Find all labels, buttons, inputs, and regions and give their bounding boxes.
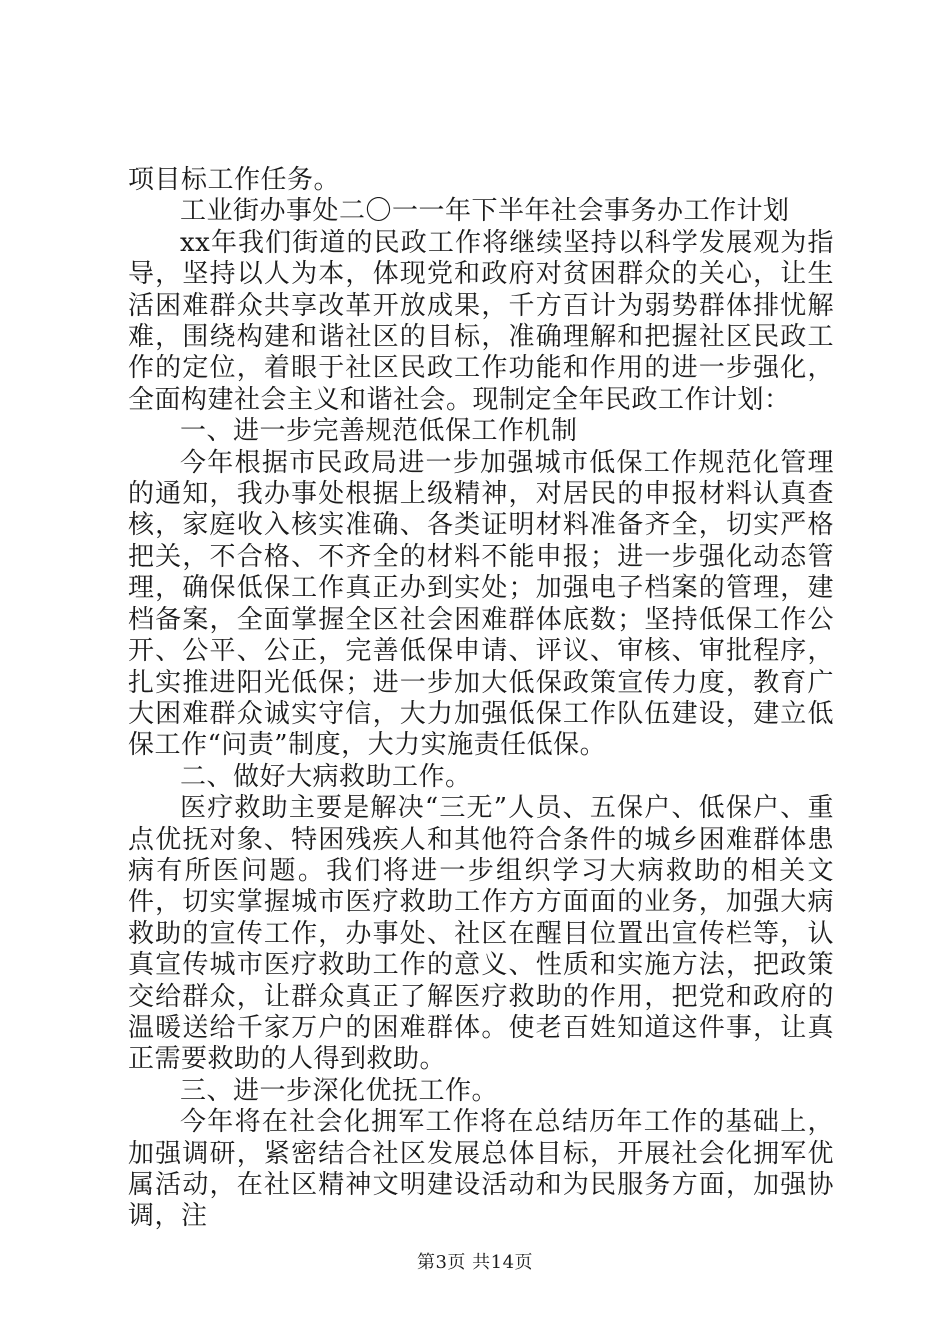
- document-body: [128, 165, 834, 1233]
- paragraph-section-3: 今年将在社会化拥军工作将在总结历年工作的基础上，加强调研，紧密结合社区发展总体目标，开展社会化拥军优属活动，在社区精神文明建设活动和为民服务方面，加强协调，注: [128, 1107, 834, 1232]
- section-heading-2: 二、做好大病救助工作。: [180, 761, 472, 792]
- paragraph-intro: xx年我们街道的民政工作将继续坚持以科学发展观为指导，坚持以人为本，体现党和政府对贫困群众的关心，让生活困难群众共享改革开放成果，千方百计为弱势群体排忧解难，围绕构建和谐社区的目标，准确理解和把握社区民政工作的定位，着眼于社区民政工作功能和作用的进一步强化，全面构建社会主义和谐社会。现制定全年民政工作计划：: [128, 227, 834, 415]
- section-heading-1: 一、进一步完善规范低保工作机制: [180, 416, 578, 447]
- page-footer: 第3页 共14页: [416, 1252, 534, 1273]
- document-title: 工业街办事处二〇一一年下半年社会事务办工作计划: [180, 196, 790, 227]
- paragraph-continuation: 项目标工作任务。: [128, 165, 341, 195]
- section-heading-3: 三、进一步深化优抚工作。: [180, 1075, 499, 1106]
- paragraph-section-2: 医疗救助主要是解决“三无”人员、五保户、低保户、重点优抚对象、特困残疾人和其他符合条件的城乡困难群体患病有所医问题。我们将进一步组织学习大病救助的相关文件，切实掌握城市医疗救助工作方方面面的业务，加强大病救助的宣传工作，办事处、社区在醒目位置出宣传栏等，认真宣传城市医疗救助工作的意义、性质和实施方法，把政策交给群众，让群众真正了解医疗救助的作用，把党和政府的温暖送给千家万户的困难群体。使老百姓知道这件事，让真正需要救助的人得到救助。: [128, 793, 834, 1075]
- paragraph-section-1: 今年根据市民政局进一步加强城市低保工作规范化管理的通知，我办事处根据上级精神，对居民的申报材料认真查核，家庭收入核实准确、各类证明材料准备齐全，切实严格把关，不合格、不齐全的材料不能申报；进一步强化动态管理，确保低保工作真正办到实处；加强电子档案的管理，建档备案，全面掌握全区社会困难群体底数；坚持低保工作公开、公平、公正，完善低保申请、评议、审核、审批程序，扎实推进阳光低保；进一步加大低保政策宣传力度，教育广大困难群众诚实守信，大力加强低保工作队伍建设，建立低保工作“问责”制度，大力实施责任低保。: [128, 447, 834, 761]
